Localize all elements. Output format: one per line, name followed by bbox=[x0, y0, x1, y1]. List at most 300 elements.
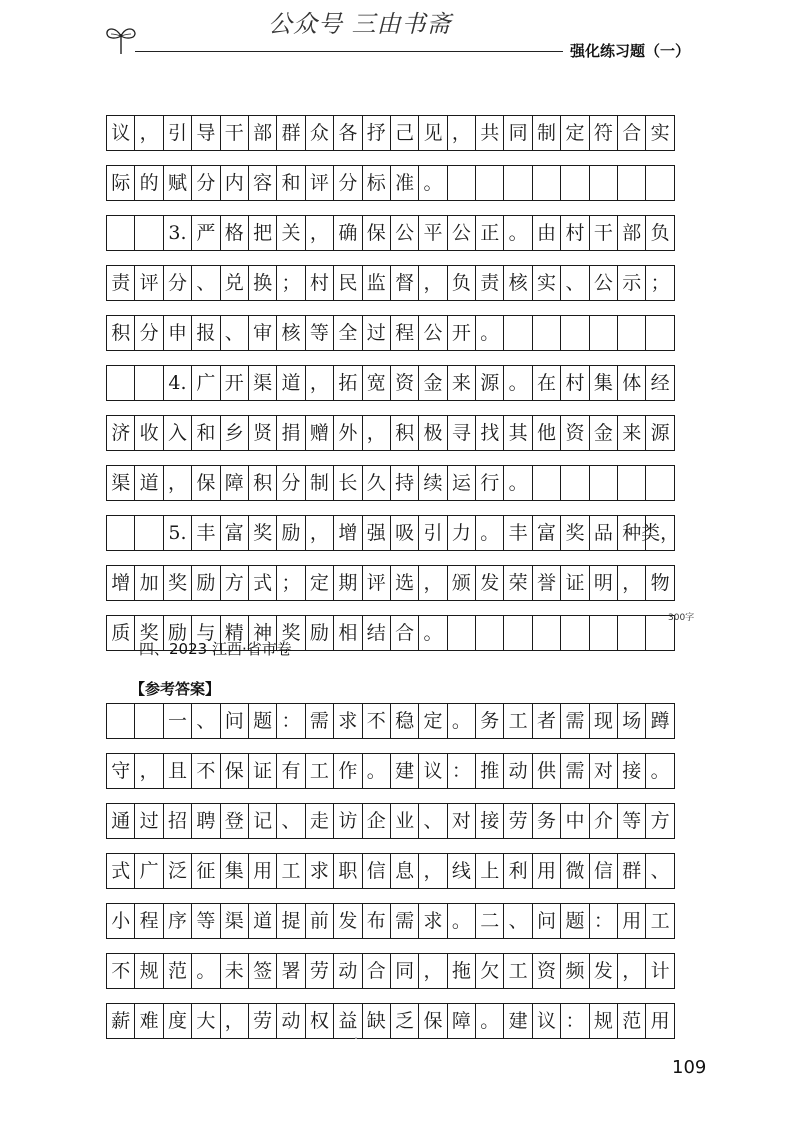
grid-cell: 权 bbox=[305, 1003, 334, 1039]
header-rule bbox=[135, 51, 563, 52]
grid-cell: 相 bbox=[333, 615, 362, 651]
grid-row bbox=[106, 953, 675, 989]
grid-cell: 选 bbox=[390, 565, 419, 601]
grid-cell: 核 bbox=[503, 265, 532, 301]
grid-cell: 引 bbox=[418, 515, 447, 551]
grid-cell bbox=[589, 615, 618, 651]
grid-cell: 聘 bbox=[191, 803, 220, 839]
grid-cell: 务 bbox=[475, 703, 504, 739]
grid-cell: 推 bbox=[475, 753, 504, 789]
grid-cell: 工 bbox=[503, 703, 532, 739]
grid-cell: 需 bbox=[305, 703, 334, 739]
grid-cell bbox=[617, 315, 646, 351]
grid-cell: 奖 bbox=[134, 615, 163, 651]
grid-cell: 、 bbox=[191, 265, 220, 301]
grid-cell: 持 bbox=[390, 465, 419, 501]
grid-cell: 蹲 bbox=[645, 703, 674, 739]
grid-cell: 审 bbox=[248, 315, 277, 351]
grid-cell: 增 bbox=[333, 515, 362, 551]
grid-cell: 广 bbox=[134, 853, 163, 889]
grid-cell: 议 bbox=[106, 115, 135, 151]
grid-cell: 丰 bbox=[503, 515, 532, 551]
grid-cell: 报 bbox=[191, 315, 220, 351]
grid-cell: ： bbox=[276, 703, 305, 739]
grid-cell: 。 bbox=[418, 615, 447, 651]
grid-cell: 稳 bbox=[390, 703, 419, 739]
grid-cell: 问 bbox=[532, 903, 561, 939]
grid-cell: 全 bbox=[333, 315, 362, 351]
grid-cell: 荣 bbox=[503, 565, 532, 601]
grid-cell: 发 bbox=[333, 903, 362, 939]
grid-cell: 干 bbox=[220, 115, 249, 151]
grid-cell: 现 bbox=[589, 703, 618, 739]
grid-cell: 部 bbox=[617, 215, 646, 251]
grid-cell: 提 bbox=[276, 903, 305, 939]
grid-cell: 走 bbox=[305, 803, 334, 839]
grid-cell: 式 bbox=[106, 853, 135, 889]
grid-cell: 利 bbox=[503, 853, 532, 889]
grid-cell: 作 bbox=[333, 753, 362, 789]
grid-cell: ， bbox=[305, 515, 334, 551]
grid-cell: 源 bbox=[645, 415, 674, 451]
grid-cell: 宽 bbox=[362, 365, 391, 401]
grid-cell: 劳 bbox=[305, 953, 334, 989]
grid-cell: 颁 bbox=[447, 565, 476, 601]
grid-cell: 动 bbox=[333, 953, 362, 989]
grid-cell: 他 bbox=[532, 415, 561, 451]
grid-cell: 分 bbox=[134, 315, 163, 351]
grid-cell: 过 bbox=[134, 803, 163, 839]
grid-row bbox=[106, 465, 675, 501]
grid-cell: 内 bbox=[220, 165, 249, 201]
grid-cell: 。 bbox=[191, 953, 220, 989]
grid-cell: 渠 bbox=[220, 903, 249, 939]
grid-cell: 障 bbox=[447, 1003, 476, 1039]
grid-cell: 明 bbox=[589, 565, 618, 601]
grid-cell: 励 bbox=[276, 515, 305, 551]
grid-cell: 一 bbox=[163, 703, 192, 739]
grid-cell: 群 bbox=[276, 115, 305, 151]
grid-cell: 导 bbox=[191, 115, 220, 151]
grid-cell: ； bbox=[276, 265, 305, 301]
grid-cell: 道 bbox=[134, 465, 163, 501]
grid-cell: 程 bbox=[134, 903, 163, 939]
grid-cell: 保 bbox=[191, 465, 220, 501]
grid-cell: 工 bbox=[305, 753, 334, 789]
grid-cell: 奖 bbox=[163, 565, 192, 601]
grid-cell: 对 bbox=[589, 753, 618, 789]
grid-cell: 建 bbox=[503, 1003, 532, 1039]
grid-cell: 评 bbox=[134, 265, 163, 301]
grid-cell: 励 bbox=[163, 615, 192, 651]
grid-cell: 接 bbox=[475, 803, 504, 839]
grid-cell: 者 bbox=[532, 703, 561, 739]
grid-cell: 问 bbox=[220, 703, 249, 739]
grid-cell: 欠 bbox=[475, 953, 504, 989]
grid-cell: 信 bbox=[589, 853, 618, 889]
grid-cell: ， bbox=[305, 215, 334, 251]
grid-cell: 合 bbox=[362, 953, 391, 989]
grid-cell: 劳 bbox=[248, 1003, 277, 1039]
grid-cell bbox=[106, 703, 135, 739]
grid-cell: 发 bbox=[589, 953, 618, 989]
grid-row bbox=[106, 903, 675, 939]
grid-cell: 等 bbox=[617, 803, 646, 839]
grid-cell: 积 bbox=[390, 415, 419, 451]
grid-cell: 线 bbox=[447, 853, 476, 889]
grid-cell: 金 bbox=[589, 415, 618, 451]
grid-cell: 奖 bbox=[276, 615, 305, 651]
grid-cell: 换 bbox=[248, 265, 277, 301]
grid-cell: 平 bbox=[418, 215, 447, 251]
grid-row bbox=[106, 315, 675, 351]
grid-cell: 方 bbox=[645, 803, 674, 839]
grid-cell: 、 bbox=[503, 903, 532, 939]
grid-row bbox=[106, 803, 675, 839]
grid-cell bbox=[532, 615, 561, 651]
grid-cell: 动 bbox=[503, 753, 532, 789]
grid-cell bbox=[589, 465, 618, 501]
grid-cell: 兑 bbox=[220, 265, 249, 301]
grid-cell: 分 bbox=[276, 465, 305, 501]
grid-cell: 。 bbox=[645, 753, 674, 789]
grid-cell: 核 bbox=[276, 315, 305, 351]
grid-cell: 劳 bbox=[503, 803, 532, 839]
grid-cell: 赠 bbox=[305, 415, 334, 451]
grid-cell: 5. bbox=[163, 515, 192, 551]
grid-cell: 务 bbox=[532, 803, 561, 839]
grid-cell: 供 bbox=[532, 753, 561, 789]
grid-cell: 记 bbox=[248, 803, 277, 839]
grid-cell: 负 bbox=[645, 215, 674, 251]
grid-cell: 范 bbox=[163, 953, 192, 989]
grid-cell: 计 bbox=[645, 953, 674, 989]
grid-cell: 发 bbox=[475, 565, 504, 601]
grid-cell: 符 bbox=[589, 115, 618, 151]
grid-cell: 质 bbox=[106, 615, 135, 651]
grid-cell: 保 bbox=[362, 215, 391, 251]
grid-row bbox=[106, 215, 675, 251]
grid-row bbox=[106, 415, 675, 451]
grid-cell: 征 bbox=[191, 853, 220, 889]
grid-row bbox=[106, 365, 675, 401]
grid-cell: 且 bbox=[163, 753, 192, 789]
grid-cell: 等 bbox=[191, 903, 220, 939]
grid-cell: 见 bbox=[418, 115, 447, 151]
grid-cell: 频 bbox=[560, 953, 589, 989]
grid-cell: 道 bbox=[248, 903, 277, 939]
grid-cell: 企 bbox=[362, 803, 391, 839]
grid-cell bbox=[617, 615, 646, 651]
grid-cell: 丰 bbox=[191, 515, 220, 551]
grid-cell: 不 bbox=[106, 953, 135, 989]
grid-cell: 范 bbox=[617, 1003, 646, 1039]
grid-cell: 资 bbox=[390, 365, 419, 401]
grid-cell: 集 bbox=[220, 853, 249, 889]
grid-cell bbox=[106, 515, 135, 551]
grid-cell: 需 bbox=[390, 903, 419, 939]
grid-cell bbox=[447, 165, 476, 201]
grid-cell: 。 bbox=[418, 165, 447, 201]
grid-cell bbox=[106, 365, 135, 401]
grid-cell bbox=[645, 465, 674, 501]
grid-cell bbox=[560, 465, 589, 501]
grid-cell: 抒 bbox=[362, 115, 391, 151]
grid-cell: 中 bbox=[560, 803, 589, 839]
grid-cell: 寻 bbox=[447, 415, 476, 451]
grid-cell: 有 bbox=[276, 753, 305, 789]
grid-cell: 标 bbox=[362, 165, 391, 201]
grid-cell: 外 bbox=[333, 415, 362, 451]
grid-cell: 分 bbox=[333, 165, 362, 201]
grid-cell: 。 bbox=[503, 465, 532, 501]
grid-cell: 。 bbox=[475, 315, 504, 351]
grid-cell: 。 bbox=[475, 1003, 504, 1039]
grid-cell: 用 bbox=[532, 853, 561, 889]
grid-cell: 把 bbox=[248, 215, 277, 251]
grid-cell: 经 bbox=[645, 365, 674, 401]
grid-cell: 小 bbox=[106, 903, 135, 939]
grid-cell: 4. bbox=[163, 365, 192, 401]
grid-cell: 村 bbox=[560, 215, 589, 251]
grid-cell: 实 bbox=[645, 115, 674, 151]
grid-cell: 前 bbox=[305, 903, 334, 939]
grid-cell bbox=[532, 165, 561, 201]
grid-cell: 由 bbox=[532, 215, 561, 251]
grid-cell bbox=[617, 165, 646, 201]
grid-cell: 公 bbox=[589, 265, 618, 301]
grid-cell: 和 bbox=[191, 415, 220, 451]
grid-cell: 议 bbox=[418, 753, 447, 789]
grid-row bbox=[106, 1003, 675, 1039]
grid-cell: 神 bbox=[248, 615, 277, 651]
grid-cell bbox=[134, 365, 163, 401]
grid-cell: 来 bbox=[617, 415, 646, 451]
grid-cell: 同 bbox=[503, 115, 532, 151]
grid-cell: 积 bbox=[106, 315, 135, 351]
grid-row bbox=[106, 565, 675, 601]
grid-cell: 对 bbox=[447, 803, 476, 839]
grid-cell: 贤 bbox=[248, 415, 277, 451]
grid-cell: ， bbox=[418, 853, 447, 889]
grid-cell: 、 bbox=[220, 315, 249, 351]
grid-cell: 3. bbox=[163, 215, 192, 251]
grid-cell bbox=[589, 165, 618, 201]
grid-cell: 源 bbox=[475, 365, 504, 401]
grid-cell: 。 bbox=[475, 515, 504, 551]
grid-cell: 保 bbox=[220, 753, 249, 789]
grid-cell: 。 bbox=[447, 703, 476, 739]
grid-cell: 集 bbox=[589, 365, 618, 401]
section-heading: 四、2023 江西·省市卷 bbox=[139, 640, 292, 658]
grid-cell: 引 bbox=[163, 115, 192, 151]
grid-cell: 公 bbox=[447, 215, 476, 251]
grid-cell: 求 bbox=[418, 903, 447, 939]
grid-cell: 需 bbox=[560, 753, 589, 789]
grid-cell: 的 bbox=[134, 165, 163, 201]
grid-cell: 开 bbox=[220, 365, 249, 401]
grid-cell: 物 bbox=[645, 565, 674, 601]
grid-cell bbox=[617, 465, 646, 501]
grid-cell: ； bbox=[645, 265, 674, 301]
grid-cell bbox=[532, 465, 561, 501]
grid-cell bbox=[645, 165, 674, 201]
grid-cell: ， bbox=[163, 465, 192, 501]
grid-cell: 登 bbox=[220, 803, 249, 839]
grid-cell: 结 bbox=[362, 615, 391, 651]
grid-cell: 奖 bbox=[248, 515, 277, 551]
grid-cell bbox=[532, 315, 561, 351]
grid-cell: 找 bbox=[475, 415, 504, 451]
grid-cell: 誉 bbox=[532, 565, 561, 601]
grid-cell: 督 bbox=[390, 265, 419, 301]
grid-cell: 不 bbox=[191, 753, 220, 789]
grid-cell: 二 bbox=[475, 903, 504, 939]
grid-row bbox=[106, 265, 675, 301]
grid-cell: 用 bbox=[248, 853, 277, 889]
grid-cell: ： bbox=[589, 903, 618, 939]
grid-cell: 公 bbox=[418, 315, 447, 351]
grid-cell: 力 bbox=[447, 515, 476, 551]
grid-cell: 和 bbox=[276, 165, 305, 201]
grid-cell: ， bbox=[418, 265, 447, 301]
grid-cell: 共 bbox=[475, 115, 504, 151]
grid-cell: 准 bbox=[390, 165, 419, 201]
grid-cell: 保 bbox=[418, 1003, 447, 1039]
grid-cell: 薪 bbox=[106, 1003, 135, 1039]
grid-cell: 、 bbox=[645, 853, 674, 889]
grid-cell: ， bbox=[418, 565, 447, 601]
grid-row bbox=[106, 515, 680, 551]
grid-cell bbox=[106, 215, 135, 251]
grid-cell: 励 bbox=[305, 615, 334, 651]
grid-cell bbox=[645, 315, 674, 351]
grid-cell: 吸 bbox=[390, 515, 419, 551]
grid-cell: 渠 bbox=[106, 465, 135, 501]
grid-cell bbox=[475, 165, 504, 201]
grid-cell: ， bbox=[362, 415, 391, 451]
grid-cell: 制 bbox=[532, 115, 561, 151]
grid-cell: 部 bbox=[248, 115, 277, 151]
grid-cell bbox=[589, 315, 618, 351]
grid-cell: 分 bbox=[163, 265, 192, 301]
grid-cell: 制 bbox=[305, 465, 334, 501]
watermark: 公众号 三由书斋 bbox=[268, 10, 452, 38]
grid-cell: ， bbox=[305, 365, 334, 401]
grid-cell: 广 bbox=[191, 365, 220, 401]
grid-cell: 场 bbox=[617, 703, 646, 739]
grid-cell: 确 bbox=[333, 215, 362, 251]
grid-cell: 入 bbox=[163, 415, 192, 451]
grid-cell: 定 bbox=[560, 115, 589, 151]
grid-cell: ， bbox=[134, 753, 163, 789]
grid-cell: 、 bbox=[276, 803, 305, 839]
grid-cell: 极 bbox=[418, 415, 447, 451]
grid-cell: 责 bbox=[106, 265, 135, 301]
grid-cell: 信 bbox=[362, 853, 391, 889]
grid-cell: 动 bbox=[276, 1003, 305, 1039]
grid-cell: 精 bbox=[220, 615, 249, 651]
grid-cell: 定 bbox=[418, 703, 447, 739]
grid-cell: 格 bbox=[220, 215, 249, 251]
grid-cell: 责 bbox=[475, 265, 504, 301]
grid-cell: 乡 bbox=[220, 415, 249, 451]
grid-cell: 工 bbox=[503, 953, 532, 989]
grid-cell: 拖 bbox=[447, 953, 476, 989]
grid-cell: 久 bbox=[362, 465, 391, 501]
grid-cell: 规 bbox=[134, 953, 163, 989]
grid-cell: 未 bbox=[220, 953, 249, 989]
grid-cell: 访 bbox=[333, 803, 362, 839]
grid-cell: ， bbox=[220, 1003, 249, 1039]
grid-cell: 渠 bbox=[248, 365, 277, 401]
grid-cell: 捐 bbox=[276, 415, 305, 451]
grid-cell: ； bbox=[276, 565, 305, 601]
reference-answer-label: 【参考答案】 bbox=[130, 680, 221, 698]
grid-cell: ， bbox=[617, 565, 646, 601]
grid-cell: 群 bbox=[617, 853, 646, 889]
grid-cell: 。 bbox=[447, 903, 476, 939]
grid-cell: 题 bbox=[248, 703, 277, 739]
grid-cell: 收 bbox=[134, 415, 163, 451]
grid-cell: 来 bbox=[447, 365, 476, 401]
grid-row bbox=[106, 853, 675, 889]
grid-cell: 其 bbox=[503, 415, 532, 451]
grid-cell: 评 bbox=[362, 565, 391, 601]
grid-cell: 富 bbox=[220, 515, 249, 551]
grid-cell: 民 bbox=[333, 265, 362, 301]
grid-cell: ， bbox=[447, 115, 476, 151]
grid-cell: 守 bbox=[106, 753, 135, 789]
grid-cell: 村 bbox=[560, 365, 589, 401]
grid-cell: 道 bbox=[276, 365, 305, 401]
grid-cell: 用 bbox=[645, 1003, 674, 1039]
grid-cell: 严 bbox=[191, 215, 220, 251]
page-header-title: 强化练习题（一） bbox=[570, 42, 691, 60]
grid-cell: 体 bbox=[617, 365, 646, 401]
grid-cell: 不 bbox=[362, 703, 391, 739]
grid-cell bbox=[503, 165, 532, 201]
grid-cell: 度 bbox=[163, 1003, 192, 1039]
grid-cell: 容 bbox=[248, 165, 277, 201]
grid-cell: 介 bbox=[589, 803, 618, 839]
grid-cell: 程 bbox=[390, 315, 419, 351]
grid-cell: 微 bbox=[560, 853, 589, 889]
grid-cell: 资 bbox=[532, 953, 561, 989]
grid-cell: 职 bbox=[333, 853, 362, 889]
grid-cell: 开 bbox=[447, 315, 476, 351]
grid-cell: ： bbox=[447, 753, 476, 789]
grid-cell bbox=[560, 615, 589, 651]
grid-row bbox=[106, 703, 675, 739]
grid-cell: 过 bbox=[362, 315, 391, 351]
answer-grid-bottom bbox=[106, 703, 675, 1053]
grid-cell: 用 bbox=[617, 903, 646, 939]
grid-cell: 同 bbox=[390, 953, 419, 989]
grid-cell: 增 bbox=[106, 565, 135, 601]
grid-cell: 上 bbox=[475, 853, 504, 889]
grid-cell: 规 bbox=[589, 1003, 618, 1039]
grid-row bbox=[106, 165, 675, 201]
grid-cell: 求 bbox=[305, 853, 334, 889]
grid-cell: 。 bbox=[503, 365, 532, 401]
grid-cell: 行 bbox=[475, 465, 504, 501]
grid-cell: 类， bbox=[645, 515, 674, 551]
grid-cell: 资 bbox=[560, 415, 589, 451]
grid-cell: 证 bbox=[248, 753, 277, 789]
grid-cell: 题 bbox=[560, 903, 589, 939]
grid-cell bbox=[560, 165, 589, 201]
